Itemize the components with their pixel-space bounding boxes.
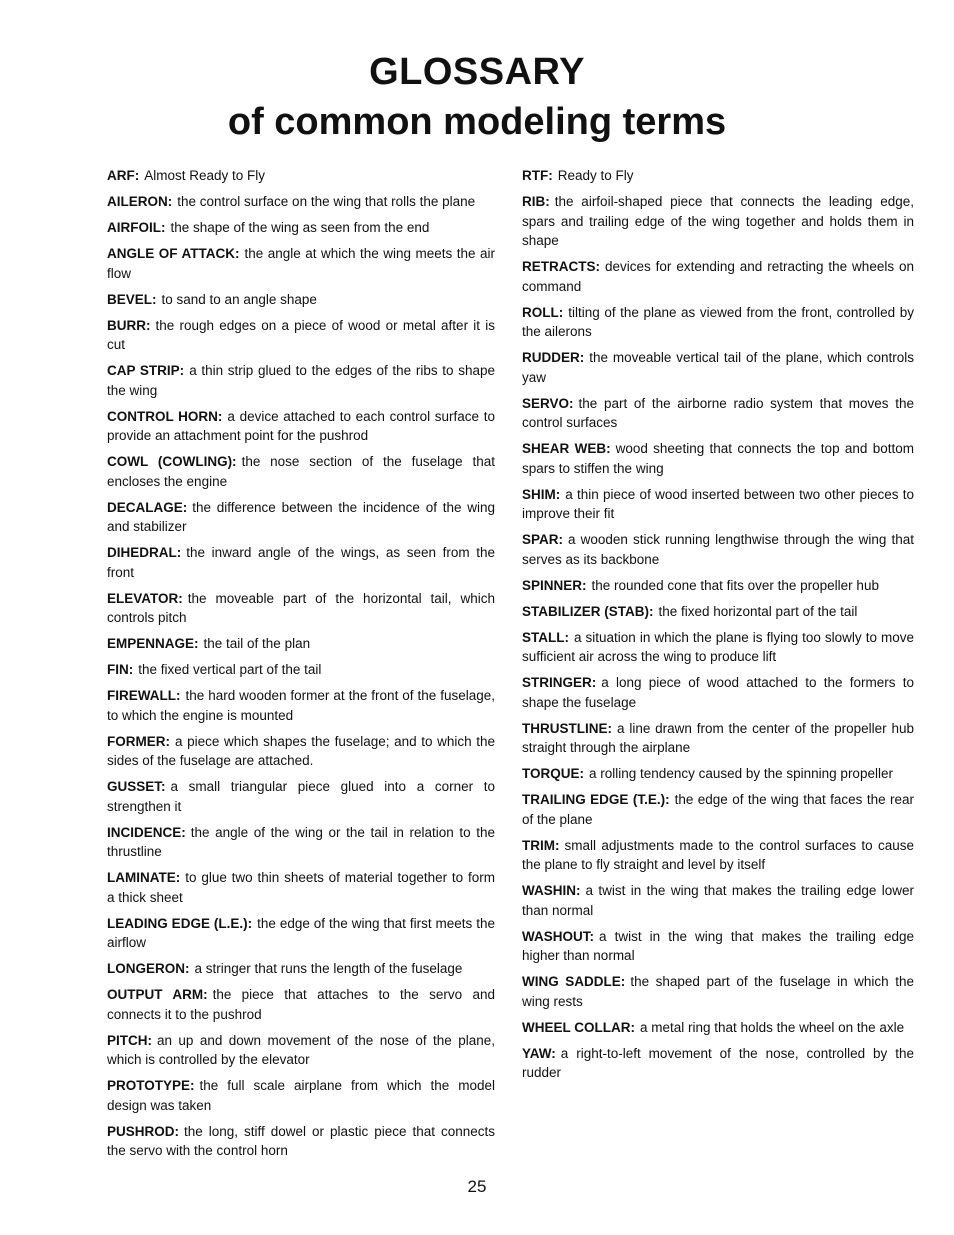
glossary-term: STALL: (522, 629, 569, 645)
glossary-definition: the shape of the wing as seen from the end (170, 220, 430, 235)
glossary-definition: the control surface on the wing that rolls the plane (177, 194, 476, 209)
glossary-term: LAMINATE: (107, 870, 181, 885)
glossary-entry (107, 1076, 495, 1115)
glossary-term: DIHEDRAL: (107, 545, 182, 560)
glossary-definition: the hard wooden former at the front of the fuselage, to which the engine is mounted (107, 688, 495, 723)
glossary-entry (522, 836, 914, 875)
glossary-term: SPAR: (522, 532, 564, 547)
page-number: 25 (467, 1177, 487, 1196)
glossary-definition: devices for extending and retracting the wheels on command (522, 259, 914, 294)
glossary-definition: the rounded cone that fits over the propeller hub (591, 577, 879, 593)
glossary-entry (522, 927, 914, 966)
glossary-definition: a thin piece of wood inserted between two other pieces to improve their fit (522, 486, 914, 521)
glossary-term: LONGERON: (107, 961, 190, 976)
glossary-definition: the moveable vertical tail of the plane, which controls yaw (522, 350, 914, 385)
glossary-definition: a right-to-left movement of the nose, controlled by the rudder (522, 1045, 914, 1080)
glossary-entry (107, 686, 495, 725)
glossary-definition: a rolling tendency caused by the spinning propeller (589, 766, 893, 781)
glossary-definition: the moveable part of the horizontal tail, which controls pitch (107, 590, 495, 625)
glossary-term: FIREWALL: (107, 688, 181, 703)
glossary-definition: to glue two thin sheets of material together to form a thick sheet (107, 870, 495, 905)
glossary-entry (107, 244, 495, 283)
glossary-entry (107, 914, 495, 953)
glossary-entry (522, 881, 914, 920)
glossary-term: SPINNER: (522, 577, 587, 593)
glossary-entry (107, 361, 495, 400)
glossary-term: PROTOTYPE: (107, 1078, 195, 1093)
glossary-entry (107, 452, 495, 491)
glossary-entry (107, 1122, 495, 1161)
glossary-entry (522, 673, 914, 712)
glossary-entry (107, 192, 495, 212)
glossary-definition: the edge of the wing that faces the rear of the plane (522, 792, 915, 827)
glossary-definition: a stringer that runs the length of the fuselage (194, 961, 463, 976)
glossary-entry (107, 660, 495, 680)
glossary-definition: the shaped part of the fuselage in which the wing rests (522, 974, 914, 1009)
glossary-definition: the long, stiff dowel or plastic piece that connects the servo with the control horn (107, 1123, 495, 1158)
glossary-entry (107, 407, 495, 446)
glossary-definition: a wooden stick running lengthwise through the wing that serves as its backbone (522, 532, 914, 567)
glossary-entry (107, 634, 495, 654)
glossary-term: SHIM: (522, 486, 561, 502)
glossary-term: EMPENNAGE: (107, 636, 199, 651)
glossary-term: WASHOUT: (522, 928, 594, 944)
glossary-term: PITCH: (107, 1032, 152, 1048)
glossary-entry (107, 218, 495, 238)
glossary-definition: the fixed horizontal part of the tail (658, 603, 858, 619)
glossary-term: CONTROL HORN: (107, 408, 223, 424)
glossary-term: SERVO: (522, 395, 574, 411)
glossary-entry (522, 602, 914, 622)
glossary-term: RETRACTS: (522, 259, 600, 274)
glossary-entry (522, 1018, 914, 1038)
glossary-term: COWL (COWLING): (107, 454, 237, 469)
glossary-term: CAP STRIP: (107, 363, 185, 378)
glossary-term: STABILIZER (STAB): (522, 603, 654, 619)
glossary-term: YAW: (522, 1045, 556, 1061)
glossary-term: THRUSTLINE: (522, 720, 612, 736)
glossary-entry (522, 192, 914, 251)
glossary-entry (107, 823, 495, 862)
glossary-entry (522, 1044, 914, 1083)
glossary-definition: the difference between the incidence of the wing and stabilizer (107, 499, 495, 534)
glossary-entry (107, 543, 495, 582)
glossary-definition: a small triangular piece glued into a corner to strengthen it (107, 779, 495, 814)
glossary-entry (522, 166, 914, 186)
glossary-entry (522, 394, 914, 433)
glossary-term: TORQUE: (522, 766, 585, 781)
glossary-term: TRAILING EDGE (T.E.): (522, 792, 670, 807)
glossary-definition: Ready to Fly (557, 168, 634, 183)
glossary-definition: tilting of the plane as viewed from the front, controlled by the ailerons (522, 304, 914, 339)
glossary-term: ROLL: (522, 304, 564, 320)
glossary-definition: the fixed vertical part of the tail (138, 662, 322, 677)
glossary-definition: a device attached to each control surface to provide an attachment point for the pushrod (107, 408, 495, 443)
glossary-definition: the airfoil-shaped piece that connects the leading edge, spars and trailing edge of the wing together and holds them in shape (522, 194, 914, 248)
glossary-left-column (107, 166, 495, 1167)
glossary-definition: the edge of the wing that first meets the airflow (107, 915, 496, 950)
glossary-term: INCIDENCE: (107, 824, 186, 840)
glossary-definition: the part of the airborne radio system that moves the control surfaces (522, 395, 914, 430)
glossary-definition: a long piece of wood attached to the formers to shape the fuselage (522, 675, 914, 710)
glossary-entry (107, 316, 495, 355)
glossary-term: PUSHROD: (107, 1123, 180, 1139)
glossary-definition: Almost Ready to Fly (144, 168, 266, 183)
glossary-entry (522, 348, 914, 387)
glossary-term: GUSSET: (107, 779, 166, 794)
glossary-entry (107, 985, 495, 1024)
glossary-entry (107, 1031, 495, 1070)
glossary-term: SHEAR WEB: (522, 441, 611, 456)
page-subtitle: of common modeling terms (227, 101, 727, 143)
glossary-definition: an up and down movement of the nose of the plane, which is controlled by the elevator (107, 1032, 495, 1067)
glossary-term: ELEVATOR: (107, 590, 183, 606)
glossary-term: AILERON: (107, 194, 173, 209)
glossary-definition: to sand to an angle shape (161, 291, 317, 307)
glossary-term: DECALAGE: (107, 499, 188, 515)
glossary-entry (107, 959, 495, 979)
glossary-definition: the rough edges on a piece of wood or metal after it is cut (107, 317, 495, 352)
glossary-definition: wood sheeting that connects the top and bottom spars to stiffen the wing (522, 441, 915, 476)
glossary-term: BEVEL: (107, 291, 157, 307)
glossary-entry (107, 868, 495, 907)
glossary-term: WING SADDLE: (522, 974, 626, 989)
glossary-entry (522, 303, 914, 342)
glossary-term: RUDDER: (522, 350, 585, 365)
glossary-term: RIB: (522, 194, 550, 209)
glossary-entry (107, 589, 495, 628)
glossary-entry (522, 257, 914, 296)
glossary-entry (522, 439, 914, 478)
glossary-term: AIRFOIL: (107, 220, 166, 235)
glossary-entry (522, 790, 914, 829)
glossary-term: WHEEL COLLAR: (522, 1019, 635, 1035)
glossary-definition: a line drawn from the center of the propeller hub straight through the airplane (522, 720, 914, 755)
glossary-term: ANGLE OF ATTACK: (107, 246, 240, 261)
glossary-definition: a piece which shapes the fuselage; and to which the sides of the fuselage are attached. (107, 733, 495, 768)
glossary-entry (107, 290, 495, 310)
glossary-definition: the piece that attaches to the servo and connects it to the pushrod (107, 987, 495, 1022)
glossary-entry (107, 498, 495, 537)
glossary-entry (107, 777, 495, 816)
glossary-entry (522, 764, 914, 784)
glossary-definition: the inward angle of the wings, as seen from the front (107, 545, 495, 580)
glossary-entry (107, 732, 495, 771)
glossary-term: FIN: (107, 662, 134, 677)
glossary-definition: a metal ring that holds the wheel on the axle (640, 1019, 905, 1035)
glossary-definition: the tail of the plan (203, 636, 311, 651)
glossary-term: BURR: (107, 317, 151, 333)
glossary-definition: the nose section of the fuselage that encloses the engine (107, 454, 495, 489)
glossary-term: OUTPUT ARM: (107, 987, 208, 1002)
glossary-term: STRINGER: (522, 675, 597, 690)
glossary-term: WASHIN: (522, 883, 581, 898)
glossary-definition: a twist in the wing that makes the trailing edge lower than normal (522, 883, 914, 918)
glossary-term: LEADING EDGE (L.E.): (107, 915, 253, 931)
glossary-term: FORMER: (107, 733, 170, 749)
glossary-definition: a twist in the wing that makes the trailing edge higher than normal (522, 928, 914, 963)
glossary-entry (522, 485, 914, 524)
glossary-entry (522, 628, 914, 667)
glossary-entry (522, 719, 914, 758)
glossary-term: ARF: (107, 168, 140, 183)
glossary-term: RTF: (522, 168, 553, 183)
glossary-entry (522, 576, 914, 596)
glossary-right-column (522, 166, 914, 1089)
page-title: GLOSSARY (369, 51, 585, 93)
glossary-definition: the full scale airplane from which the model design was taken (107, 1078, 495, 1113)
glossary-entry (107, 166, 495, 186)
glossary-definition: a thin strip glued to the edges of the ribs to shape the wing (107, 363, 495, 398)
glossary-definition: the angle of the wing or the tail in relation to the thrustline (107, 824, 495, 859)
glossary-entry (522, 972, 914, 1011)
glossary-term: TRIM: (522, 837, 560, 853)
glossary-definition: the angle at which the wing meets the air flow (107, 246, 495, 281)
glossary-entry (522, 530, 914, 569)
glossary-definition: small adjustments made to the control surfaces to cause the plane to fly straight and level by itself (522, 837, 914, 872)
glossary-definition: a situation in which the plane is flying too slowly to move sufficient air across the wing to produce lift (522, 629, 914, 664)
